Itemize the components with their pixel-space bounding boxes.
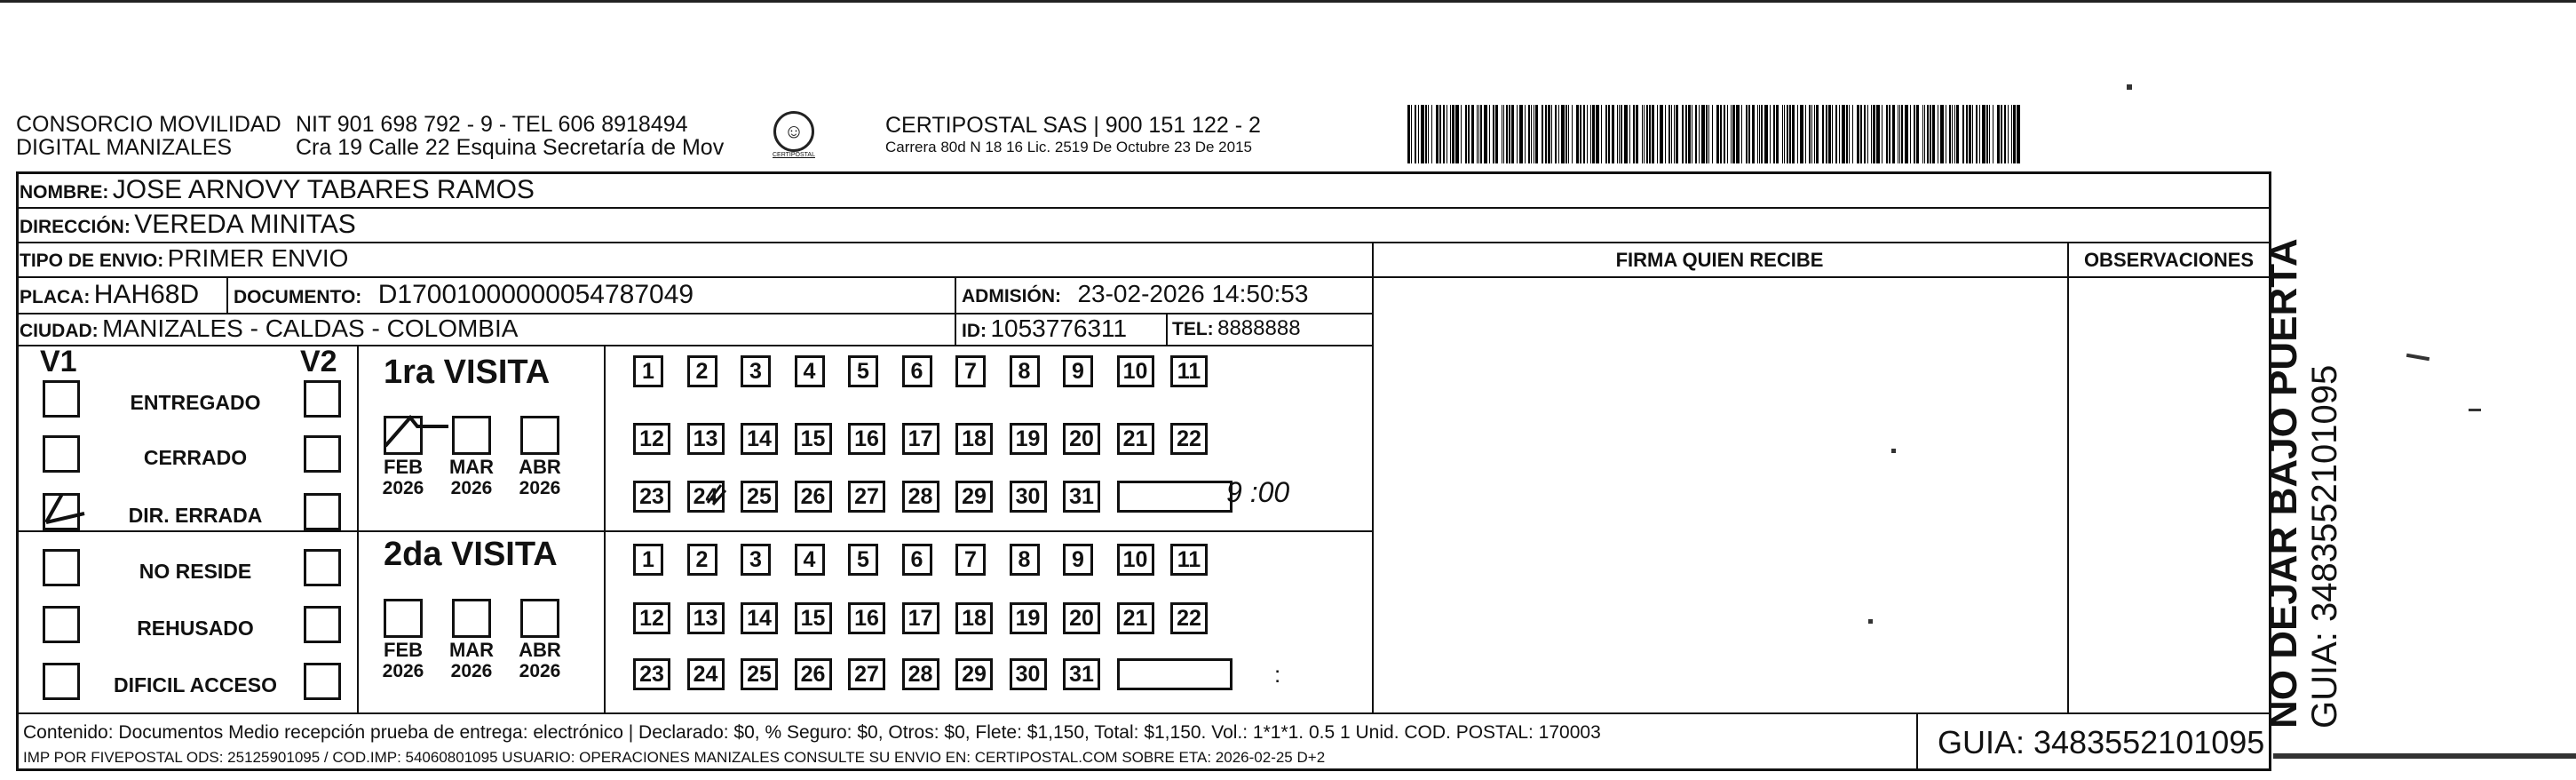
day-cell[interactable]: 1 xyxy=(633,544,663,576)
day-cell[interactable]: 11 xyxy=(1170,544,1208,576)
day-cell[interactable]: 20 xyxy=(1063,423,1100,455)
day-cell[interactable]: 28 xyxy=(902,658,939,690)
side-guia: GUIA: 3483552101095 xyxy=(2305,364,2344,728)
guia-divider xyxy=(1916,712,1918,771)
status-label: DIR. ERRADA xyxy=(128,504,263,527)
year-label: 2026 xyxy=(450,661,493,681)
scan-speck xyxy=(1891,449,1896,453)
v2-label: V2 xyxy=(300,345,337,378)
day-cell[interactable]: 19 xyxy=(1010,602,1047,634)
day-cell[interactable]: 31 xyxy=(1063,658,1100,690)
month-label: FEB xyxy=(384,456,423,478)
day-cell[interactable]: 7 xyxy=(955,544,986,576)
year-label: 2026 xyxy=(450,478,493,498)
day-cell[interactable]: 3 xyxy=(741,355,771,387)
day-cell[interactable]: 13 xyxy=(687,602,725,634)
dir-errada-checkmark xyxy=(46,494,84,522)
day-cell[interactable]: 18 xyxy=(955,602,993,634)
day-cell[interactable]: 5 xyxy=(848,355,878,387)
day-cell[interactable]: 26 xyxy=(795,481,832,513)
day-cell[interactable]: 17 xyxy=(902,602,939,634)
day-cell[interactable]: 2 xyxy=(687,355,717,387)
tel-label: TEL: xyxy=(1172,319,1214,339)
scan-speck xyxy=(1868,619,1873,624)
nit-line: NIT 901 698 792 - 9 - TEL 606 8918494 xyxy=(296,112,688,137)
status-label: DIFICIL ACCESO xyxy=(113,673,277,696)
second-visit-title: 2da VISITA xyxy=(384,536,558,573)
day-cell[interactable]: 24 xyxy=(687,658,725,690)
id-value: 1053776311 xyxy=(990,314,1128,342)
day-cell[interactable]: 17 xyxy=(902,423,939,455)
day-cell[interactable]: 23 xyxy=(633,481,670,513)
day-cell[interactable]: 11 xyxy=(1170,355,1208,387)
observaciones-header: OBSERVACIONES xyxy=(2083,249,2255,271)
side-warning: NO DEJAR BAJO PUERTA xyxy=(2262,238,2305,728)
year-label: 2026 xyxy=(382,478,424,498)
day-cell[interactable]: 16 xyxy=(848,602,885,634)
ciudad-label: CIUDAD: xyxy=(20,321,99,341)
status-label: NO RESIDE xyxy=(139,560,252,583)
contenido-text: Contenido: Documentos Medio recepción prueba de entrega: electrónico | Declarado: $0, % Seguro: $0, Otros: $0, Flete: $1,150, Total: $1,150. Vol.: 1*1*1. 0.5 1 Unid. COD. POSTAL: 170003 xyxy=(23,722,1601,743)
side-label xyxy=(2263,160,2387,728)
direccion-label: DIRECCIÓN: xyxy=(20,217,131,237)
day-cell[interactable]: 30 xyxy=(1010,481,1047,513)
tipo-label: TIPO DE ENVIO: xyxy=(20,251,164,271)
documento-label: DOCUMENTO: xyxy=(234,287,362,307)
feb-checkmark xyxy=(385,418,448,446)
admision-value: 23-02-2026 14:50:53 xyxy=(1077,280,1309,307)
status-label: ENTREGADO xyxy=(130,391,261,414)
documento-value: D17001000000054787049 xyxy=(377,280,694,309)
scan-speck xyxy=(2469,409,2481,411)
placa-value: HAH68D xyxy=(93,280,200,309)
day-cell[interactable]: 13 xyxy=(687,423,725,455)
tel-value: 8888888 xyxy=(1217,316,1301,340)
day-cell[interactable]: 16 xyxy=(848,423,885,455)
day-cell[interactable]: 23 xyxy=(633,658,670,690)
month-label: MAR xyxy=(448,639,495,661)
day-cell[interactable]: 22 xyxy=(1170,423,1208,455)
placa-label: PLACA: xyxy=(20,287,91,307)
status-label: REHUSADO xyxy=(137,617,254,640)
day-cell[interactable]: 4 xyxy=(795,355,825,387)
year-label: 2026 xyxy=(519,661,561,681)
day-cell[interactable]: 24 xyxy=(687,481,725,513)
imp-text: IMP POR FIVEPOSTAL ODS: 25125901095 / COD.IMP: 54060801095 USUARIO: OPERACIONES MANIZALES CONSULTE SU ENVIO EN: CERTIPOSTAL.COM SOBRE ETA: 2026-02-25 D+2 xyxy=(23,749,1326,766)
issuer-line-1: CONSORCIO MOVILIDAD xyxy=(16,112,281,137)
day-cell[interactable]: 18 xyxy=(955,423,993,455)
day-cell[interactable]: 8 xyxy=(1010,355,1040,387)
day-cell[interactable]: 19 xyxy=(1010,423,1047,455)
month-label: MAR xyxy=(448,456,495,478)
day-cell[interactable]: 3 xyxy=(741,544,771,576)
day-cell[interactable]: 25 xyxy=(741,481,778,513)
month-label: ABR xyxy=(519,639,561,661)
day-cell[interactable]: 12 xyxy=(633,423,670,455)
day-cell[interactable]: 8 xyxy=(1010,544,1040,576)
nombre-value: JOSE ARNOVY TABARES RAMOS xyxy=(112,175,535,204)
ciudad-value: MANIZALES - CALDAS - COLOMBIA xyxy=(102,314,519,342)
scan-speck xyxy=(2127,84,2132,90)
scan-edge xyxy=(2273,753,2576,759)
second-visit-time: : xyxy=(1274,661,1281,688)
address-line: Cra 19 Calle 22 Esquina Secretaría de Mov xyxy=(296,135,725,160)
day-cell[interactable]: 9 xyxy=(1063,544,1093,576)
admision-label: ADMISIÓN: xyxy=(962,286,1061,306)
day-cell[interactable]: 21 xyxy=(1117,602,1154,634)
day-cell[interactable]: 6 xyxy=(902,355,932,387)
day-cell[interactable]: 14 xyxy=(741,602,778,634)
day-cell[interactable]: 9 xyxy=(1063,355,1093,387)
month-label: ABR xyxy=(519,456,561,478)
day-cell[interactable]: 4 xyxy=(795,544,825,576)
day-cell[interactable]: 15 xyxy=(795,423,832,455)
day-cell[interactable]: 10 xyxy=(1117,355,1154,387)
day-cell[interactable]: 14 xyxy=(741,423,778,455)
logo-caption: CERTIPOSTAL xyxy=(773,152,815,158)
firma-header: FIRMA QUIEN RECIBE xyxy=(1615,249,1824,271)
v1-label: V1 xyxy=(40,345,77,378)
day-cell[interactable]: 2 xyxy=(687,544,717,576)
day-cell[interactable]: 25 xyxy=(741,658,778,690)
day-cell[interactable]: 27 xyxy=(848,658,885,690)
day-cell[interactable]: 1 xyxy=(633,355,663,387)
issuer-line-2: DIGITAL MANIZALES xyxy=(16,135,233,160)
day-cell[interactable]: 20 xyxy=(1063,602,1100,634)
day-cell[interactable]: 29 xyxy=(955,658,993,690)
footer-guia: GUIA: 3483552101095 xyxy=(1938,724,2265,760)
day-24-mark xyxy=(708,485,725,505)
day-cell[interactable]: 10 xyxy=(1117,544,1154,576)
courier-line-1: CERTIPOSTAL SAS | 900 151 122 - 2 xyxy=(885,113,1261,138)
day-cell[interactable]: 15 xyxy=(795,602,832,634)
day-cell[interactable]: 28 xyxy=(902,481,939,513)
day-cell[interactable]: 7 xyxy=(955,355,986,387)
day-cell[interactable]: 5 xyxy=(848,544,878,576)
month-label: FEB xyxy=(384,639,423,661)
day-cell[interactable]: 31 xyxy=(1063,481,1100,513)
day-cell[interactable]: 30 xyxy=(1010,658,1047,690)
year-label: 2026 xyxy=(382,661,424,681)
status-label: CERRADO xyxy=(143,446,248,469)
direccion-value: VEREDA MINITAS xyxy=(134,210,356,239)
tipo-value: PRIMER ENVIO xyxy=(167,244,349,272)
year-label: 2026 xyxy=(519,478,561,498)
day-cell[interactable]: 27 xyxy=(848,481,885,513)
day-cell[interactable]: 6 xyxy=(902,544,932,576)
first-visit-title: 1ra VISITA xyxy=(384,354,551,391)
day-cell[interactable]: 29 xyxy=(955,481,993,513)
day-cell[interactable]: 22 xyxy=(1170,602,1208,634)
id-label: ID: xyxy=(962,321,987,341)
courier-line-2: Carrera 80d N 18 16 Lic. 2519 De Octubre 23 De 2015 xyxy=(885,139,1252,155)
nombre-label: NOMBRE: xyxy=(20,182,109,203)
day-cell[interactable]: 26 xyxy=(795,658,832,690)
first-visit-time: 9 :00 xyxy=(1226,476,1290,508)
day-cell[interactable]: 21 xyxy=(1117,423,1154,455)
day-cell[interactable]: 12 xyxy=(633,602,670,634)
courier-logo-icon: ☺ xyxy=(773,111,814,152)
